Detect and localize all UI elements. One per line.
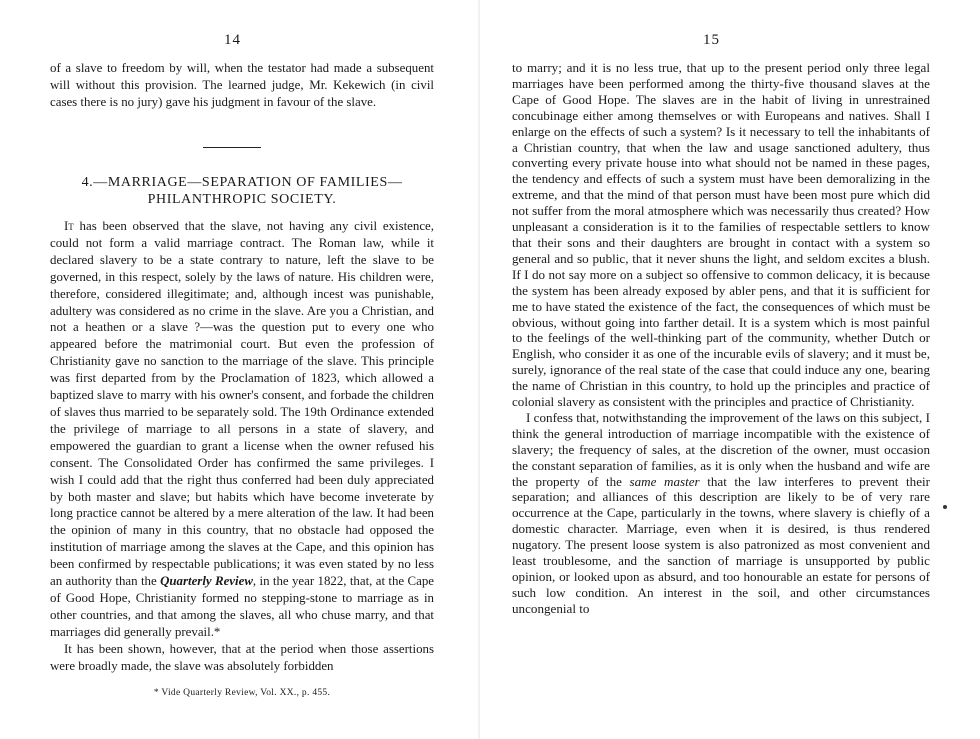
paragraph	[50, 218, 434, 641]
page-number: 14	[224, 32, 241, 48]
page-number: 15	[703, 32, 720, 48]
section-divider	[203, 147, 261, 148]
left-page	[0, 0, 470, 739]
italic-title: Quarterly Review	[160, 574, 253, 589]
ink-speck	[943, 505, 947, 509]
paragraph: of a slave to freedom by will, when the testator had made a subsequent will without this provision. The learned judge, Mr. Kekewich (in civil cases there is no jury) gave his judgment in favour of the slave.	[50, 61, 434, 109]
italic-phrase: same master	[629, 473, 700, 489]
paragraph: It has been shown, however, that at the period when those assertions were broadly made, the slave was absolutely forbidden	[50, 641, 434, 673]
section-body	[50, 218, 434, 674]
opening-paragraph-block	[50, 60, 434, 111]
text-run: that the law interferes to prevent their separation; and alliances of this description are likely to be of very rare occurrence at the Cape, particularly in the towns, where slavery is chiefly of a domestic character. Marriage, even when it is desired, is thus rendered nugatory. The present loose system is also patronized as most convenient and least troublesome, and the sanction of marriage is unsupported by public opinion, or looked upon as absurd, and too honourable an estate for persons of such low condition. An interest in the soil, and other circumstances uncongenial to	[512, 473, 930, 616]
heading-line: 4.—MARRIAGE—SEPARATION OF FAMILIES—	[81, 175, 403, 190]
page-body	[512, 60, 930, 617]
section-heading	[50, 174, 434, 208]
paragraph: to marry; and it is no less true, that up to the present period only three legal marriages have been performed among the thirty-five thousand slaves at the Cape of Good Hope. The slaves are in the habit of living in unrestrained concubinage either among themselves or with Europeans and natives. Shall I enlarge on the effects of such a system? Is it necessary to tell the inhabitants of a Christian country, that when the law and usage sanctioned adultery, thus converting every private house into what should not be named in these pages, the tendency and effects of such a system must have been demoralizing in the extreme, and that the mind of that person must have been most pure which did not suffer from the moral atmosphere which was necessarily thus created? How unpleasant a consideration is it to the families of respectable settlers to know that their sons and their daughters are brought in contact with a system so general and so public, that it never shuns the light, and seldom excites a blush. If I do not say more on a subject so offensive to common delicacy, it is because the system has been already exposed by abler pens, and that it is sufficient for me to have stated the existence of the fact, the consequences of which must be obvious, without going into farther detail. It is a system which is most painful to the feelings of the well-thinking part of the community, whether Dutch or English, who consider it as one of the incurable evils of slavery; and it must be, surely, ignorance of the real state of the case that could induce any one, bearing the name of Christian in this country, to hold up the principles and practice of colonial slavery as consistent with the principles and practice of Christianity.	[512, 60, 930, 410]
right-page	[490, 0, 980, 739]
text-run: has been observed that the slave, not having any civil existence, could not form a valid marriage contract. The Roman law, while it declared slavery to be a state contrary to nature, left the slave to be governed, in this respect, solely by the laws of nature. His children were, therefore, considered illegitimate; and, although incest was punishable, adultery was considered as no crime in the slave. Are you a Christian, and not a heathen or a slave ?—was the question put to every one who appeared before the matrimonial court. But even the profession of Christianity gave no sanction to the marriage of the slave. This principle was first departed from by the Proclamation of 1823, which allowed a baptized slave to marry with his owner's consent, and forbade the children of slaves thus married to be separately sold. The 19th Ordinance extended the privilege of marriage to all persons in a state of slavery, and empowered the guardian to grant a license when the owner refused his consent. The Consolidated Order has confirmed the same privileges. I wish I could add that the right thus conferred had been duly appreciated by both master and slave; but habits which have become inveterate by long practice cannot be altered by a mere alteration of the law. It had been the opinion of many in this country, that no obstacle had opposed the institution of marriage among the slaves at the Cape, and this opinion has been confirmed by respectable publications; it was even stated by no less an authority than the	[50, 219, 434, 589]
paragraph	[512, 410, 930, 617]
text-run: , in the year 1822, that, at the Cape of Good Hope, Christianity formed no stepping-stone to marriage as in other countries, and that among the slaves, all who chuse marry, and that marriages did generally prevail.*	[50, 574, 434, 639]
footnote: * Vide Quarterly Review, Vol. XX., p. 455.	[153, 688, 331, 698]
book-gutter	[478, 0, 480, 739]
text-run: I confess that, notwithstanding the improvement of the laws on this subject, I think the general introduction of marriage incompatible with the existence of slavery; the frequency of sales, at the discretion of the owner, must occasion the constant separation of families, as it is only when the husband and wife are the property of the	[512, 409, 930, 489]
drop-word: It	[64, 219, 74, 233]
heading-line: PHILANTHROPIC SOCIETY.	[147, 192, 337, 207]
